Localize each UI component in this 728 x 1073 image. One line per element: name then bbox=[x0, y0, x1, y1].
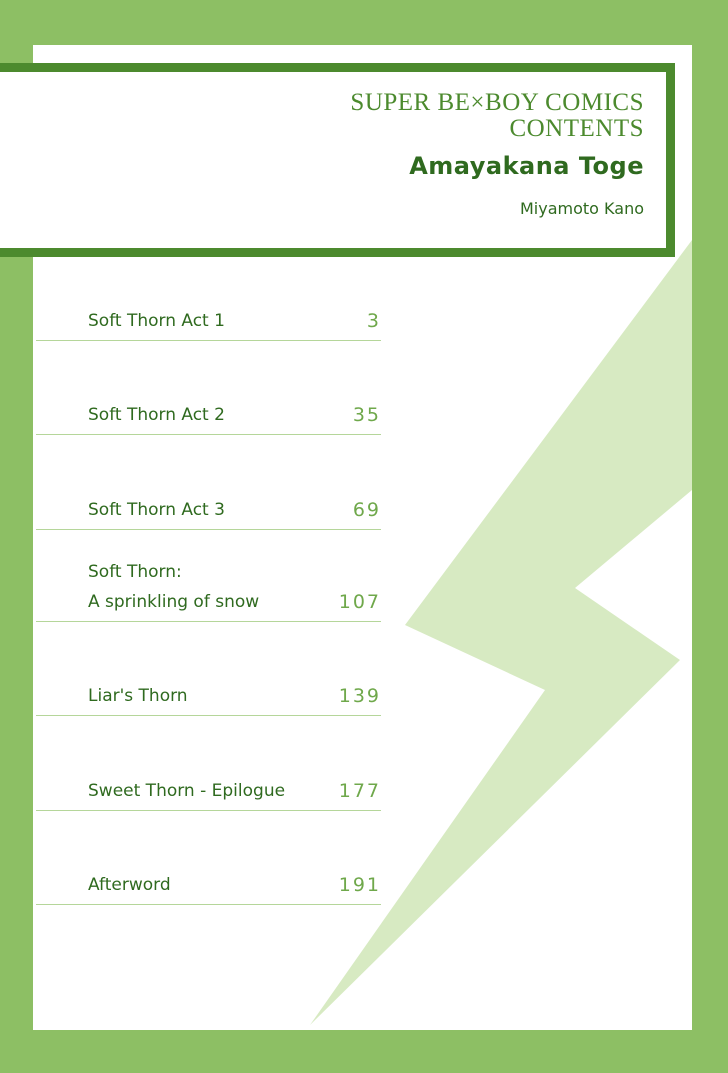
toc-entry-title-line1: Soft Thorn: bbox=[88, 562, 182, 582]
toc-entry-title: Soft Thorn Act 3 bbox=[88, 500, 225, 520]
toc-entry bbox=[36, 680, 381, 716]
title-header-box bbox=[0, 63, 675, 257]
toc-entry-page: 69 bbox=[352, 499, 381, 521]
toc-entry-page: 177 bbox=[338, 780, 381, 802]
series-heading bbox=[350, 90, 644, 142]
toc-entry bbox=[36, 869, 381, 905]
toc-entry bbox=[36, 775, 381, 811]
toc-entry bbox=[36, 494, 381, 530]
toc-entry-page: 35 bbox=[352, 404, 381, 426]
series-name: SUPER BE×BOY COMICS bbox=[350, 89, 644, 116]
contents-label: CONTENTS bbox=[509, 115, 644, 142]
author-name: Miyamoto Kano bbox=[520, 199, 644, 218]
toc-entry-title-line2: A sprinkling of snow bbox=[88, 592, 260, 612]
toc-entry-page: 3 bbox=[366, 310, 381, 332]
toc-entry-page: 191 bbox=[338, 874, 381, 896]
toc-entry-page: 107 bbox=[338, 591, 381, 613]
toc-entry-page: 139 bbox=[338, 685, 381, 707]
book-title: Amayakana Toge bbox=[409, 152, 644, 180]
toc-entry-title: Soft Thorn Act 1 bbox=[88, 311, 225, 331]
toc-entry-title: Afterword bbox=[88, 875, 171, 895]
toc-entry-title: Soft Thorn Act 2 bbox=[88, 405, 225, 425]
toc-entry bbox=[36, 305, 381, 341]
toc-entry bbox=[36, 560, 381, 622]
toc-entry-title: Sweet Thorn - Epilogue bbox=[88, 781, 286, 801]
toc-entry-title: Liar's Thorn bbox=[88, 686, 188, 706]
toc-entry bbox=[36, 399, 381, 435]
